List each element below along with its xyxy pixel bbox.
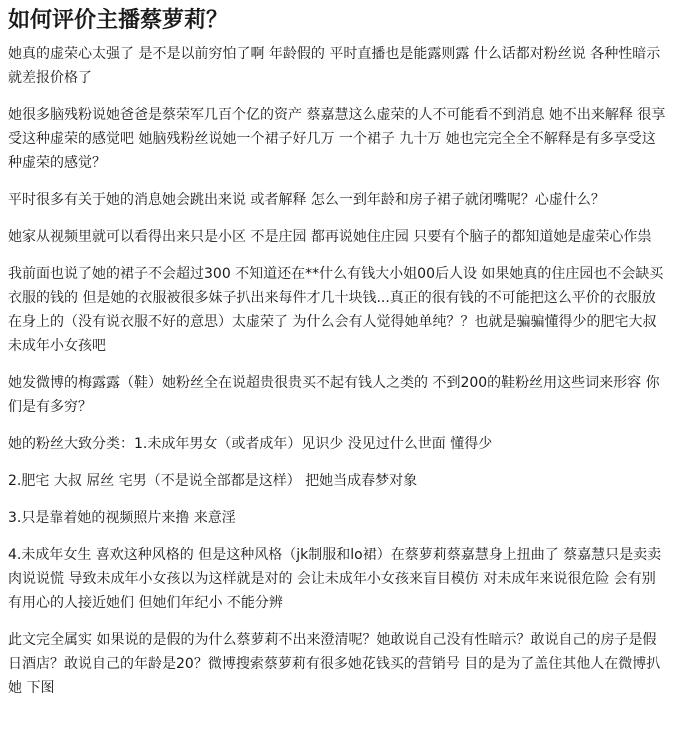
paragraph: 此文完全属实 如果说的是假的为什么蔡萝莉不出来澄清呢？她敢说自己没有性暗示？敢说自己的房子是假日酒店？敢说自己的年龄是20？微博搜索蔡萝莉有很多她花钱买的营销号 目的是为了盖住其他人在微博扒她 下图 [8,632,661,696]
paragraph: 她的粉丝大致分类：1.未成年男女（或者成年）见识少 没见过什么世面 懂得少 [8,436,493,452]
paragraph: 3.只是靠着她的视频照片来撸 来意淫 [8,510,236,526]
paragraph: 她家从视频里就可以看得出来只是小区 不是庄园 都再说她住庄园 只要有个脑子的都知道她是虚荣心作祟 [8,229,652,245]
paragraph: 她真的虚荣心太强了 是不是以前穷怕了啊 年龄假的 平时直播也是能露则露 什么话都对粉丝说 各种性暗示就差报价格了 [8,46,661,86]
article-title: 如何评价主播蔡萝莉？ [8,8,229,33]
paragraph: 她很多脑残粉说她爸爸是蔡荣军几百个亿的资产 蔡嘉慧这么虚荣的人不可能看不到消息 她不出来解释 很享受这种虚荣的感觉吧 她脑残粉丝说她一个裙子好几万 一个裙子 九十万 她也完完全全不解释是有多享受这种虚荣的感觉？ [8,107,666,171]
paragraph: 她发微博的梅露露（鞋）她粉丝全在说超贵很贵买不起有钱人之类的 不到200的鞋粉丝用这些词来形容 你们是有多穷？ [8,375,660,415]
paragraph: 2.肥宅 大叔 屌丝 宅男（不是说全部都是这样） 把她当成春梦对象 [8,473,418,489]
paragraph: 平时很多有关于她的消息她会跳出来说 或者解释 怎么一到年龄和房子裙子就闭嘴呢？心虚什么？ [8,192,605,208]
paragraph: 4.未成年女生 喜欢这种风格的 但是这种风格（jk制服和lo裙）在蔡萝莉蔡嘉慧身上扭曲了 蔡嘉慧只是卖卖肉说说慌 导致未成年小女孩以为这样就是对的 会让未成年小女孩来盲目模仿 对未成年来说很危险 会有别有用心的人接近她们 但她们年纪小 不能分辨 [8,547,662,611]
paragraph: 我前面也说了她的裙子不会超过300 不知道还在**什么有钱大小姐00后人设 如果她真的住庄园也不会缺买衣服的钱的 但是她的衣服被很多妹子扒出来每件才几十块钱...真正的很有钱的不可能把这么平价的衣服放在身上的（没有说衣服不好的意思）太虚荣了 为什么会有人觉得她单纯？？也就是骗骗懂得少的肥宅大叔未成年小女孩吧 [8,266,664,354]
